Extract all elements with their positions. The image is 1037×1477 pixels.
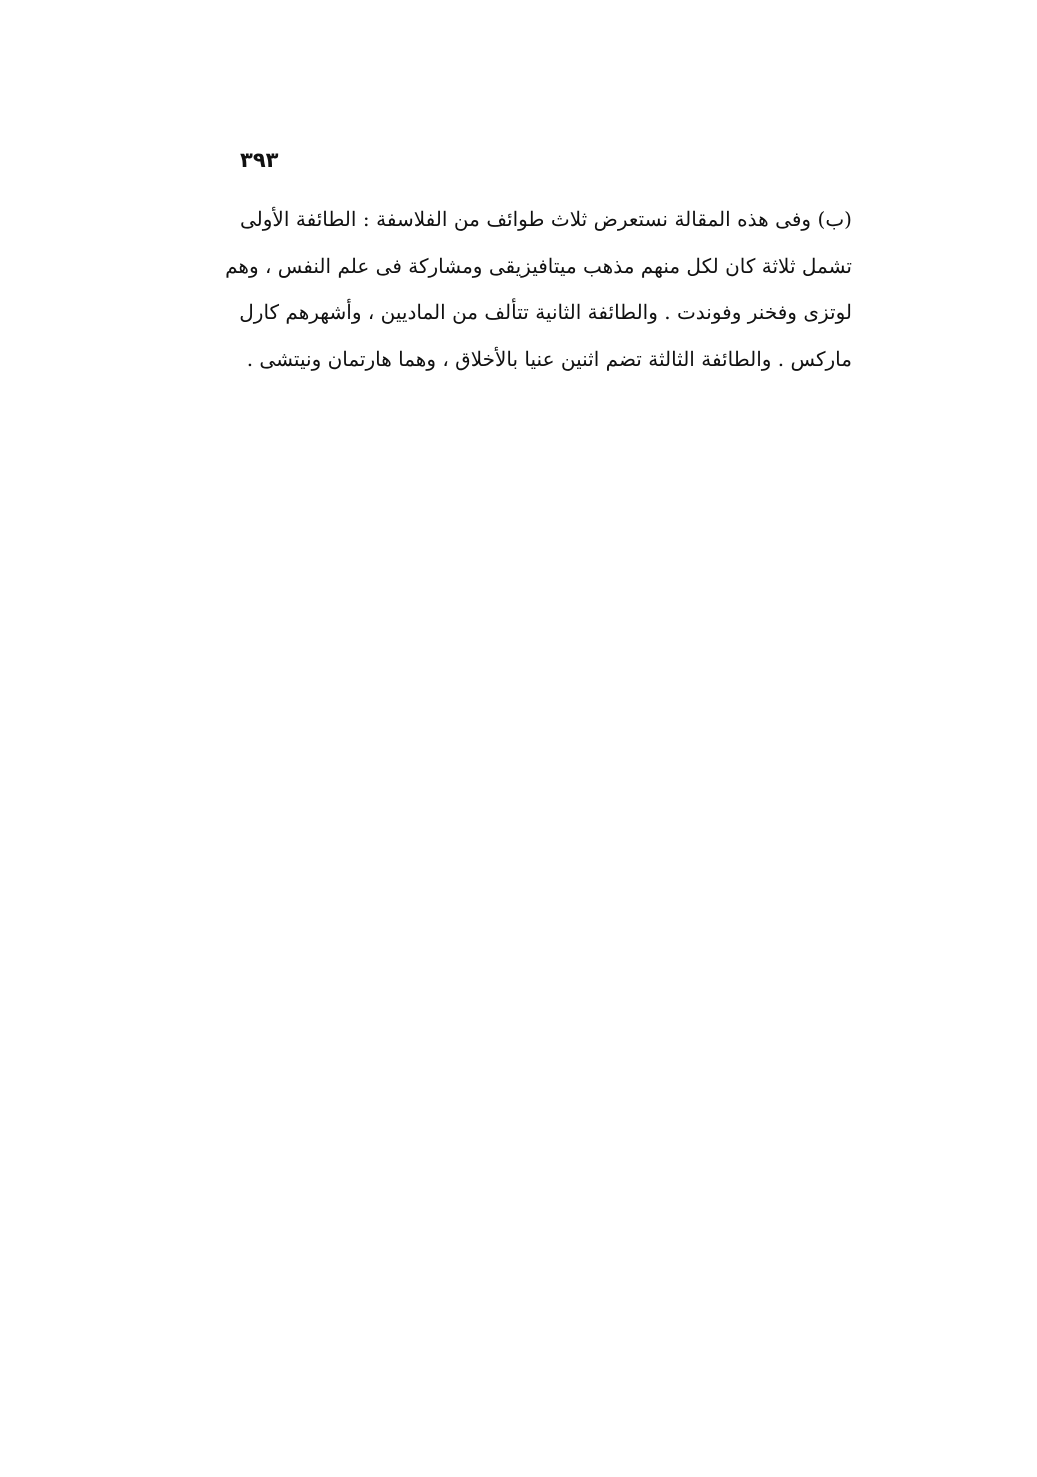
text-line: تشمل ثلاثة كان لكل منهم مذهب ميتافيزيقى ومشاركة فى علم النفس ، وهم [225,253,852,278]
paragraph [225,196,852,382]
page-number: ٣٩٣ [240,148,279,172]
text-line: ماركس . والطائفة الثالثة تضم اثنين عنيا بالأخلاق ، وهما هارتمان ونيتشى . [246,346,852,371]
text-line: (ب) وفى هذه المقالة نستعرض ثلاث طوائف من الفلاسفة : الطائفة الأولى [240,207,852,231]
text-line: لوتزى وفخنر وفوندت . والطائفة الثانية تتألف من الماديين ، وأشهرهم كارل [239,300,852,324]
